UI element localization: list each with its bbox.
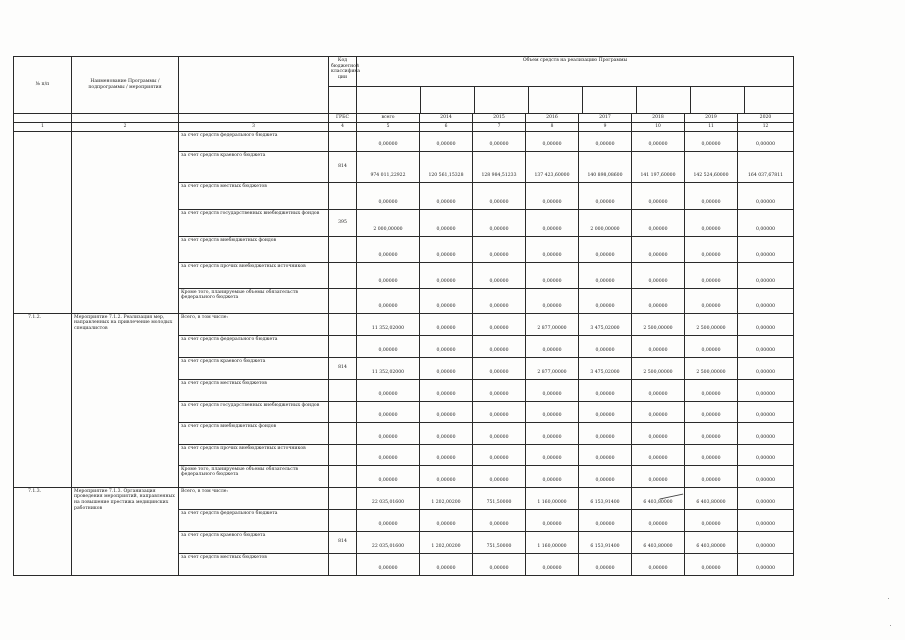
col-number: 2 [72,122,179,131]
amount-year: 0,00000 [420,313,473,335]
amount-year: 0,00000 [738,465,794,487]
amount-year: 0,00000 [738,379,794,401]
funding-source-label: за счет средств краевого бюджета [179,151,329,182]
amount-year: 128 984,51233 [473,151,526,182]
amount-year: 6 153,91400 [579,531,632,553]
header-name: Наименование Программы / подпрограммы / мероприятия [72,57,179,114]
amount-year: 0,00000 [579,262,632,288]
grbs-code [329,444,357,465]
amount-year: 0,00000 [685,422,738,444]
amount-year: 0,00000 [738,236,794,262]
amount-year: 0,00000 [738,444,794,465]
amount-year: 0,00000 [738,401,794,422]
amount-year: 0,00000 [685,553,738,575]
amount-year: 0,00000 [685,444,738,465]
grbs-code [329,553,357,575]
amount-year: 0,00000 [579,401,632,422]
amount-year: 0,00000 [526,509,579,531]
amount-year: 0,00000 [420,379,473,401]
amount-year: 0,00000 [685,335,738,357]
amount-year: 0,00000 [526,209,579,236]
funding-source-label: Всего, в том числе: [179,487,329,509]
grbs-code [329,288,357,313]
grbs-code [329,131,357,151]
amount-year: 2 500,00000 [632,313,685,335]
col-number: 3 [179,122,329,131]
amount-year: 1 160,00000 [526,487,579,509]
amount-year: 0,00000 [420,401,473,422]
funding-source-label: за счет средств внебюджетных фондов [179,236,329,262]
amount-total: 0,00000 [357,288,420,313]
amount-year: 0,00000 [420,131,473,151]
grbs-code: 814 [329,531,357,553]
header-num: № п/п [14,57,72,114]
amount-year: 0,00000 [420,335,473,357]
item-number: 7.1.2. [14,313,72,487]
header-code: Код бюджетной классифика ции [329,57,357,87]
amount-total: 0,00000 [357,335,420,357]
amount-year: 2 000,00000 [579,209,632,236]
amount-year: 0,00000 [685,465,738,487]
amount-year: 0,00000 [526,288,579,313]
amount-year: 0,00000 [579,236,632,262]
amount-year: 2 500,00000 [685,313,738,335]
amount-year: 0,00000 [473,379,526,401]
amount-year: 0,00000 [685,131,738,151]
amount-total: 11 352,02000 [357,357,420,379]
amount-year: 0,00000 [632,236,685,262]
funding-source-label: за счет средств федерального бюджета [179,131,329,151]
amount-year: 0,00000 [526,236,579,262]
amount-year: 0,00000 [685,509,738,531]
amount-year: 0,00000 [420,422,473,444]
amount-year: 0,00000 [473,262,526,288]
scan-speck [888,598,889,599]
amount-year: 0,00000 [738,422,794,444]
amount-year: 0,00000 [473,236,526,262]
amount-year: 0,00000 [738,335,794,357]
amount-year: 0,00000 [738,357,794,379]
amount-year: 0,00000 [579,444,632,465]
amount-year: 0,00000 [473,335,526,357]
amount-total: 22 035,01600 [357,531,420,553]
amount-year: 0,00000 [738,262,794,288]
amount-year: 0,00000 [473,209,526,236]
amount-year: 0,00000 [632,422,685,444]
grbs-code [329,422,357,444]
col-number: 9 [579,122,632,131]
amount-year: 0,00000 [526,422,579,444]
amount-year: 0,00000 [579,465,632,487]
amount-year: 0,00000 [632,335,685,357]
amount-year: 0,00000 [526,444,579,465]
funding-source-label: Кроме того, планируемые объемы обязательств федерального бюджета [179,288,329,313]
year-row-num [14,114,72,123]
amount-year: 0,00000 [738,313,794,335]
amount-year: 751,50000 [473,531,526,553]
amount-year: 0,00000 [420,262,473,288]
amount-year: 0,00000 [632,262,685,288]
header-year: 2018 [632,114,685,123]
amount-year: 0,00000 [738,288,794,313]
amount-year: 0,00000 [685,182,738,209]
amount-year: 2 877,00000 [526,357,579,379]
header-grbs: ГРБС [329,114,357,123]
col-number: 1 [14,122,72,131]
scan-speck [890,625,891,626]
grbs-code [329,465,357,487]
funding-source-label: за счет средств прочих внебюджетных источников [179,262,329,288]
amount-total: 974 011,22922 [357,151,420,182]
amount-year: 3 475,02000 [579,313,632,335]
amount-year: 1 202,00200 [420,531,473,553]
funding-source-label: за счет средств федерального бюджета [179,335,329,357]
amount-year: 0,00000 [420,182,473,209]
amount-year: 0,00000 [420,236,473,262]
grbs-code [329,487,357,509]
amount-year: 0,00000 [685,379,738,401]
grbs-code [329,509,357,531]
amount-year: 2 877,00000 [526,313,579,335]
amount-year: 0,00000 [738,509,794,531]
amount-year: 6 403,80000 [632,487,685,509]
amount-year: 0,00000 [738,209,794,236]
header-volume-spacer [357,87,794,114]
col-number: 12 [738,122,794,131]
grbs-code [329,313,357,335]
amount-total: 0,00000 [357,444,420,465]
amount-year: 0,00000 [685,288,738,313]
column-number-row [14,122,794,131]
amount-year: 0,00000 [420,509,473,531]
amount-year: 0,00000 [632,553,685,575]
grbs-code: 814 [329,357,357,379]
funding-source-label: за счет средств прочих внебюджетных источников [179,444,329,465]
amount-year: 0,00000 [473,509,526,531]
funding-source-label: за счет средств государственных внебюджетных фондов [179,209,329,236]
amount-year: 0,00000 [420,288,473,313]
header-volume: Объем средств на реализацию Программы [357,57,794,87]
amount-year: 0,00000 [526,465,579,487]
amount-year: 0,00000 [526,262,579,288]
grbs-code [329,335,357,357]
grbs-code: 395 [329,209,357,236]
item-number: 7.1.3. [14,487,72,575]
amount-year: 0,00000 [526,379,579,401]
grbs-code [329,182,357,209]
funding-source-label: Кроме того, планируемые объемы обязательств федерального бюджета [179,465,329,487]
amount-year: 0,00000 [526,401,579,422]
amount-year: 0,00000 [738,531,794,553]
amount-year: 0,00000 [579,182,632,209]
amount-year: 0,00000 [632,182,685,209]
header-year: 2019 [685,114,738,123]
amount-year: 141 197,60000 [632,151,685,182]
amount-year: 120 561,15328 [420,151,473,182]
amount-year: 0,00000 [473,444,526,465]
amount-year: 0,00000 [738,553,794,575]
amount-year: 137 423,60000 [526,151,579,182]
amount-year: 6 403,80000 [685,531,738,553]
amount-total: 11 352,02000 [357,313,420,335]
amount-year: 751,50000 [473,487,526,509]
amount-year: 1 202,00200 [420,487,473,509]
funding-source-label: за счет средств федерального бюджета [179,509,329,531]
amount-year: 0,00000 [738,487,794,509]
col-number: 7 [473,122,526,131]
header-year: 2015 [473,114,526,123]
amount-year: 142 524,60000 [685,151,738,182]
amount-year: 0,00000 [579,422,632,444]
amount-year: 0,00000 [420,553,473,575]
amount-year: 0,00000 [420,444,473,465]
funding-source-label: за счет средств краевого бюджета [179,357,329,379]
amount-year: 0,00000 [632,131,685,151]
amount-year: 0,00000 [685,209,738,236]
item-name [72,131,179,313]
grbs-code [329,262,357,288]
header-year: 2017 [579,114,632,123]
col-number: 11 [685,122,738,131]
amount-total: 0,00000 [357,131,420,151]
amount-year: 164 037,67811 [738,151,794,182]
amount-year: 0,00000 [632,509,685,531]
amount-year: 0,00000 [579,553,632,575]
amount-year: 2 500,00000 [632,357,685,379]
amount-total: 0,00000 [357,553,420,575]
header-year: 2020 [738,114,794,123]
item-number [14,131,72,313]
amount-year: 2 500,00000 [685,357,738,379]
amount-year: 0,00000 [420,465,473,487]
amount-year: 0,00000 [579,335,632,357]
amount-year: 0,00000 [685,262,738,288]
amount-year: 140 898,08600 [579,151,632,182]
amount-year: 0,00000 [738,182,794,209]
funding-source-label: Всего, в том числе: [179,313,329,335]
amount-total: 0,00000 [357,465,420,487]
amount-year: 0,00000 [473,553,526,575]
grbs-code [329,379,357,401]
amount-total: 2 000,00000 [357,209,420,236]
amount-total: 0,00000 [357,236,420,262]
header-year: 2016 [526,114,579,123]
grbs-code [329,236,357,262]
amount-year: 0,00000 [473,465,526,487]
amount-year: 0,00000 [632,401,685,422]
header-year: 2014 [420,114,473,123]
col-number: 10 [632,122,685,131]
funding-source-label: за счет средств внебюджетных фондов [179,422,329,444]
amount-total: 0,00000 [357,262,420,288]
header-code-spacer [329,87,357,114]
amount-year: 0,00000 [632,209,685,236]
amount-year: 1 160,00000 [526,531,579,553]
amount-year: 0,00000 [420,357,473,379]
amount-year: 6 403,80000 [632,531,685,553]
amount-year: 0,00000 [473,357,526,379]
amount-total: 0,00000 [357,379,420,401]
amount-year: 0,00000 [473,422,526,444]
table-row [14,131,794,151]
amount-year: 0,00000 [473,182,526,209]
amount-year: 3 475,02000 [579,357,632,379]
amount-year: 0,00000 [685,236,738,262]
col-number: 6 [420,122,473,131]
funding-source-label: за счет средств местных бюджетов [179,379,329,401]
amount-total: 0,00000 [357,509,420,531]
col-number: 5 [357,122,420,131]
amount-year: 0,00000 [420,209,473,236]
year-row-name [72,114,179,123]
item-name: Мероприятие 7.1.3. Организация проведения мероприятий, направленных на повышение престижа медицинских работников [72,487,179,575]
item-name: Мероприятие 7.1.2. Реализация мер, направленных на привлечение молодых специалистов [72,313,179,487]
amount-year: 0,00000 [526,335,579,357]
header-blank [179,57,329,114]
amount-year: 0,00000 [579,509,632,531]
amount-year: 0,00000 [579,131,632,151]
header-total: всего [357,114,420,123]
amount-year: 0,00000 [579,288,632,313]
table-body [14,131,794,575]
amount-year: 0,00000 [579,379,632,401]
amount-total: 0,00000 [357,182,420,209]
amount-total: 0,00000 [357,401,420,422]
amount-year: 0,00000 [473,288,526,313]
amount-year: 0,00000 [473,401,526,422]
grbs-code [329,401,357,422]
table-row [14,313,794,335]
grbs-code: 814 [329,151,357,182]
year-row-blank [179,114,329,123]
col-number: 8 [526,122,579,131]
amount-year: 0,00000 [526,182,579,209]
col-number: 4 [329,122,357,131]
amount-year: 0,00000 [632,444,685,465]
amount-year: 0,00000 [685,401,738,422]
amount-year: 6 403,80000 [685,487,738,509]
amount-year: 0,00000 [473,131,526,151]
amount-year: 0,00000 [632,379,685,401]
amount-year: 6 153,91400 [579,487,632,509]
amount-total: 22 035,01600 [357,487,420,509]
amount-year: 0,00000 [738,131,794,151]
funding-source-label: за счет средств краевого бюджета [179,531,329,553]
amount-total: 0,00000 [357,422,420,444]
funding-source-label: за счет средств местных бюджетов [179,182,329,209]
amount-year: 0,00000 [526,131,579,151]
amount-year: 0,00000 [526,553,579,575]
funding-source-label: за счет средств местных бюджетов [179,553,329,575]
amount-year: 0,00000 [632,288,685,313]
amount-year: 0,00000 [473,313,526,335]
funding-source-label: за счет средств государственных внебюджетных фондов [179,401,329,422]
amount-year: 0,00000 [632,465,685,487]
